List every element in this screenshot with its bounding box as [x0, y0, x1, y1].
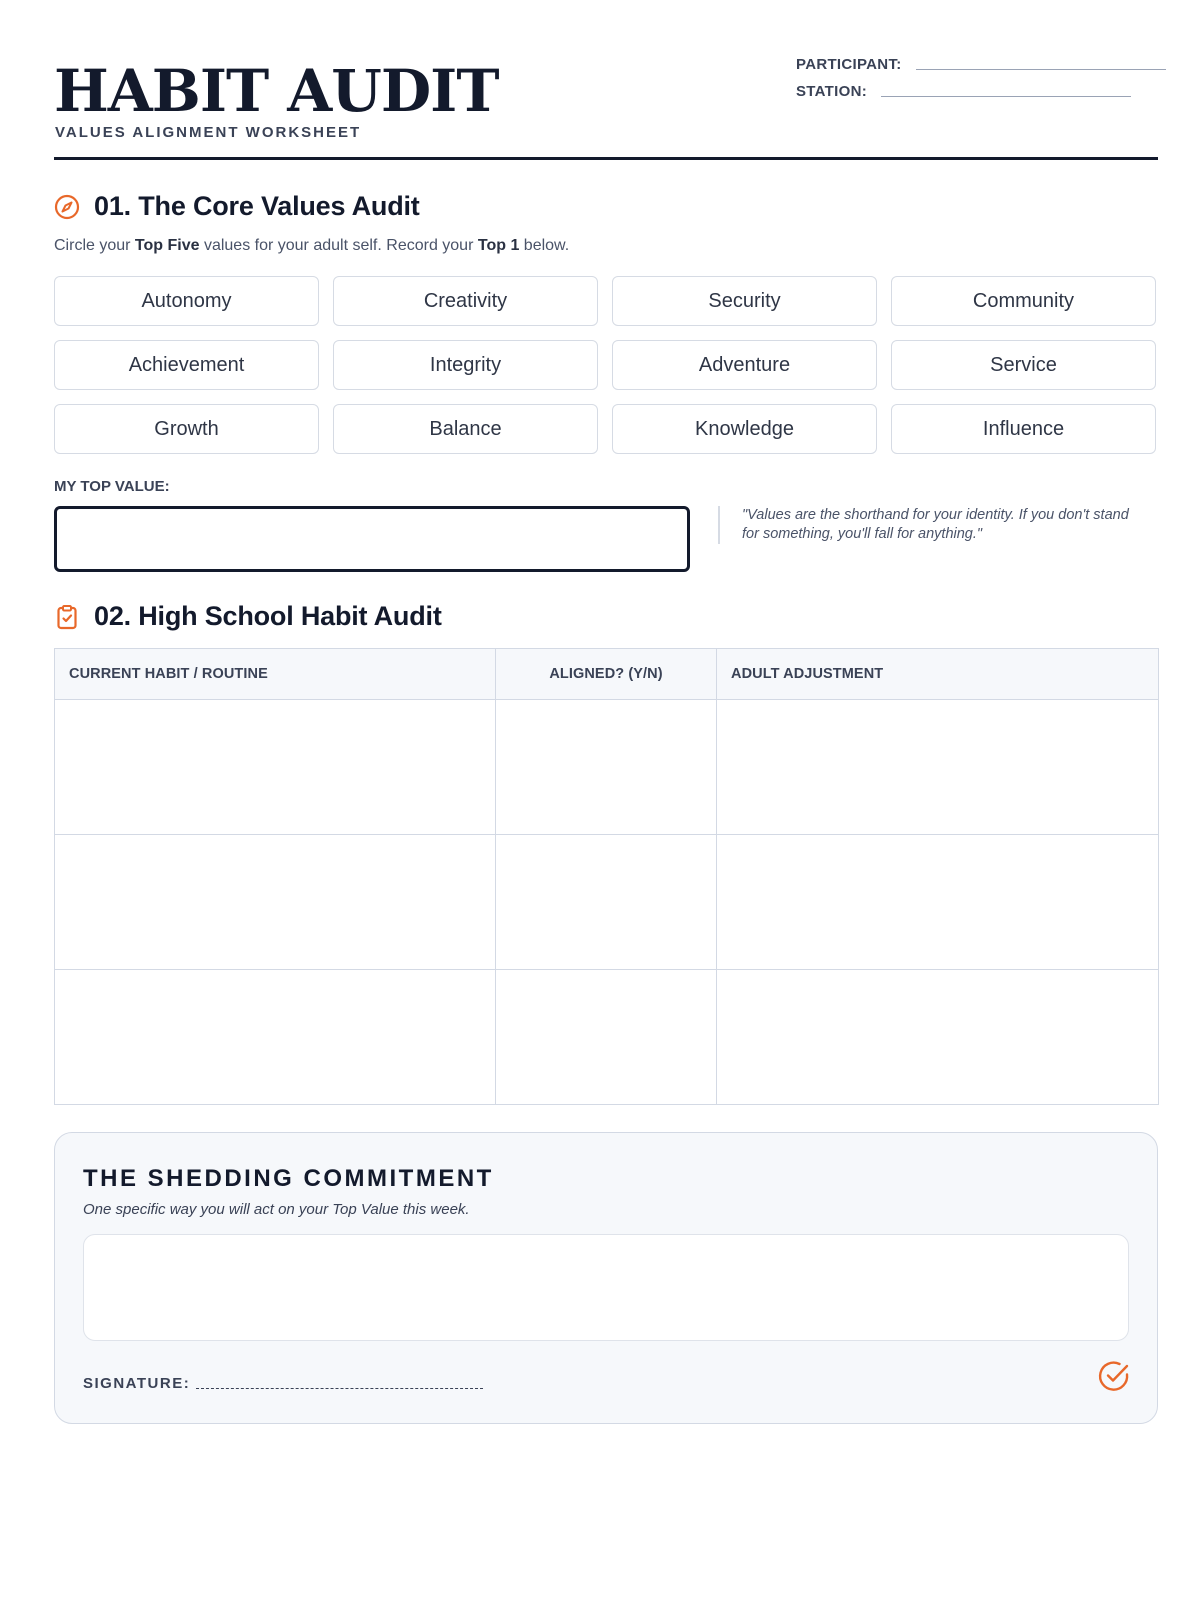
value-chip-adventure[interactable]: Adventure — [612, 340, 877, 390]
habit-table — [54, 648, 1159, 1105]
commitment-subtitle: One specific way you will act on your Top Value this week. — [83, 1201, 470, 1218]
aligned-cell[interactable] — [496, 835, 717, 970]
station-field[interactable] — [881, 96, 1131, 97]
commitment-panel — [54, 1132, 1158, 1424]
value-chip-achievement[interactable]: Achievement — [54, 340, 319, 390]
column-header-aligned: ALIGNED? (Y/N) — [496, 649, 717, 700]
page-subtitle: VALUES ALIGNMENT WORKSHEET — [55, 124, 362, 141]
values-quote: "Values are the shorthand for your identity. If you don't stand for something, you'll fall for anything." — [718, 506, 1148, 544]
participant-row — [796, 56, 1166, 73]
section-title: 02. High School Habit Audit — [94, 601, 442, 631]
top-value-label: MY TOP VALUE: — [54, 478, 170, 495]
clipboard-check-icon — [54, 604, 80, 630]
table-row — [55, 835, 1159, 970]
page-title: HABIT AUDIT — [54, 57, 499, 125]
check-circle-icon — [1097, 1359, 1131, 1393]
section-title: 01. The Core Values Audit — [94, 191, 420, 221]
table-header-row — [55, 649, 1159, 700]
values-grid — [54, 276, 1158, 454]
commitment-title: THE SHEDDING COMMITMENT — [83, 1165, 494, 1192]
value-chip-integrity[interactable]: Integrity — [333, 340, 598, 390]
column-header-habit: CURRENT HABIT / ROUTINE — [55, 649, 496, 700]
participant-label: PARTICIPANT: — [796, 56, 902, 73]
adjustment-cell[interactable] — [717, 970, 1159, 1105]
value-chip-influence[interactable]: Influence — [891, 404, 1156, 454]
table-row — [55, 970, 1159, 1105]
aligned-cell[interactable] — [496, 700, 717, 835]
value-chip-autonomy[interactable]: Autonomy — [54, 276, 319, 326]
value-chip-balance[interactable]: Balance — [333, 404, 598, 454]
adjustment-cell[interactable] — [717, 835, 1159, 970]
signature-field[interactable] — [196, 1388, 483, 1389]
signature-label: SIGNATURE: — [83, 1375, 191, 1392]
station-row — [796, 83, 1131, 100]
habit-cell[interactable] — [55, 700, 496, 835]
value-chip-community[interactable]: Community — [891, 276, 1156, 326]
compass-icon — [54, 194, 80, 220]
value-chip-knowledge[interactable]: Knowledge — [612, 404, 877, 454]
worksheet-page — [54, 0, 1158, 1600]
section-habit-audit-heading — [54, 601, 442, 632]
value-chip-security[interactable]: Security — [612, 276, 877, 326]
aligned-cell[interactable] — [496, 970, 717, 1105]
value-chip-service[interactable]: Service — [891, 340, 1156, 390]
commitment-input[interactable] — [83, 1234, 1129, 1341]
station-label: STATION: — [796, 83, 867, 100]
column-header-adjustment: ADULT ADJUSTMENT — [717, 649, 1159, 700]
value-chip-growth[interactable]: Growth — [54, 404, 319, 454]
header — [54, 56, 1158, 160]
section-core-values-heading — [54, 191, 420, 222]
instructions: Circle your Top Five values for your adult self. Record your Top 1 below. — [54, 237, 570, 254]
habit-cell[interactable] — [55, 970, 496, 1105]
table-row — [55, 700, 1159, 835]
habit-cell[interactable] — [55, 835, 496, 970]
participant-field[interactable] — [916, 69, 1166, 70]
value-chip-creativity[interactable]: Creativity — [333, 276, 598, 326]
top-value-input[interactable] — [54, 506, 690, 572]
adjustment-cell[interactable] — [717, 700, 1159, 835]
signature-row — [83, 1375, 483, 1392]
